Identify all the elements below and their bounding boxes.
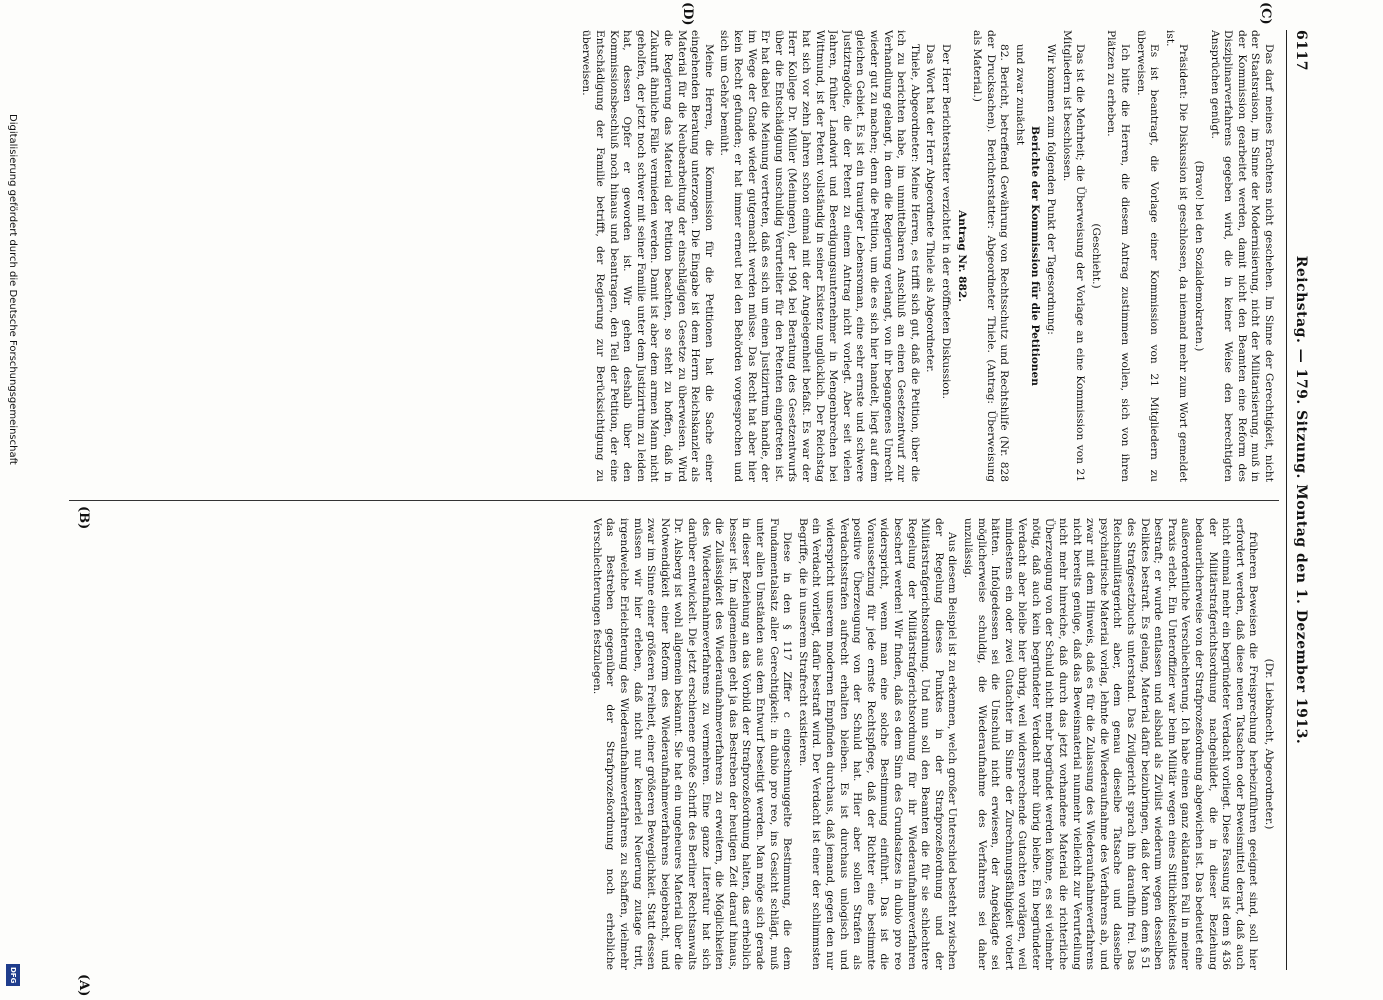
left-column-paragraph: Antrag Nr. 882. xyxy=(955,210,968,302)
left-column-paragraph: Das Wort hat der Herr Abgeordnete Thiele als Abgeordneter. xyxy=(924,44,937,373)
header-rule xyxy=(1286,30,1287,970)
left-column-paragraph: Ich bitte die Herren, die diesem Antrag zustimmen wollen, sich von ihren Plätzen zu erheben. xyxy=(1105,30,1132,482)
dfg-logo: DFG xyxy=(6,964,20,986)
left-column-paragraph: Der Herr Berichterstatter verzichtet in der eröffneten Diskussion. xyxy=(939,44,952,399)
left-column-paragraph: Präsident: Die Diskussion ist geschlossen, da niemand mehr zum Wort gemeldet ist. xyxy=(1163,30,1190,482)
left-column xyxy=(75,30,1275,482)
left-column-paragraph: Das ist die Mehrheit; die Überweisung der Vorlage an eine Kommission von 21 Mitgliedern ist beschlossen. xyxy=(1060,30,1087,482)
rotated-page xyxy=(55,2,1315,997)
left-column-paragraph: Thiele, Abgeordneter: Meine Herren, es trifft sich gut, daß die Petition, über die ich zu berichten habe, im unmittelbaren Anschluß an einen Gesetzentwurf zur Verhandlung gelangt, in dem die Regierung verlangt, von ihr begangenes Unrecht wieder gut zu machen; denn die Petition, um die es sich hier handelt, liegt auf dem gleichen Gebiet. Es ist ein trauriger Lebensroman, eine sehr ernste und schwere Justiztragödie, die der Petent zu einem Antrag nicht vorlegt. Aber seit vielen Jahren, früher Landwirt und Beerdigungsunternehmer in Mengenbrechen bei Wittmund, ist der Petent vollständig in seiner Existenz unglücklich. Der Reichstag hat sich vor zehn Jahren schon einmal mit der Angelegenheit befaßt. Es war der Herr Kollege Dr. Müller (Meiningen), der 1904 bei Beratung des Gesetzentwurfs über die Entschädigung unschuldig Verurteilter für den Petenten eingetreten ist. Er hat dabei die Meinung vertreten, daß es sich um einen Justizirrtum handle, der im Wege der Gnade wieder gutgemacht werden müsse. Das Recht hat aber hier kein Recht gefunden; er hat immer erneut bei den Behörden vorgesprochen und sich um Gehör bemüht. xyxy=(718,30,921,482)
right-column-paragraph: (Dr. Liebknecht, Abgeordneter.) xyxy=(1263,658,1275,830)
digitization-footer xyxy=(4,14,20,994)
left-column-paragraph: Wir kommen zum folgenden Punkt der Tagesordnung: xyxy=(1045,44,1058,335)
running-head: Reichstag. — 179. Sitzung. Montag den 1. Dezember 1913. xyxy=(1293,255,1309,745)
right-column xyxy=(75,518,1275,970)
margin-marker-a: (A) xyxy=(76,974,91,997)
left-column-paragraph: Meine Herren, die Kommission für die Petitionen hat die Sache einer eingehenden Beratung unterzogen. Die Eingabe ist dem Herrn Reichskanzler als Material für die Neubearbeitung der einschlägigen Gesetze zu überweisen. Wird die Regierung das Material der Petition beachten, so steht zu hoffen, daß in Zukunft ähnliche Fälle vermieden werden. Damit ist aber dem armen Mann nicht geholfen, der jetzt noch schwer mit seiner Familie unter dem Justizirrtum zu leiden hat, dessen Opfer er geworden ist. Wir gehen deshalb über den Kommissionsbeschluß noch hinaus und beantragen, den Teil der Petition, der eine Entschädigung der Familie betrifft, der Regierung zur Berücksichtigung zu überweisen. xyxy=(580,30,715,482)
left-column-paragraph: Es ist beantragt, die Vorlage einer Kommission von 21 Mitgliedern zu überweisen. xyxy=(1134,30,1161,482)
left-column-paragraph: 82. Bericht, betreffend Gewährung von Rechtsschutz und Rechtshilfe (Nr. 828 der Drucksachen). Berichterstatter: Abgeordneter Thiele. (Antrag: Überweisung als Material.) xyxy=(971,30,1011,482)
right-column-paragraph: Diese in den § 117 Ziffer c eingeschmuggelte Bestimmung, die dem Fundamentalsatz aller Gerechtigkeit: in dubio pro reo, ins Gesicht schlägt, muß unter allen Umständen aus dem Entwurf beseitigt werden. Man möge sich gerade in dieser Beziehung an das Vorbild der Strafprozeßordnung halten, das erheblich besser ist. Im allgemeinen geht ja das Bestreben der heutigen Zeit darauf hinaus, die Zulässigkeit des Wiederaufnahmeverfahrens zu erweitern, die Möglichkeiten des Wiederaufnahmeverfahrens zu vermehren. Eine ganze Literatur hat sich darüber entwickelt. Die jetzt erschienene große Schrift des Berliner Rechtsanwalts Dr. Alsberg ist wohl allgemein bekannt. Sie hat ein ungeheures Material über die Notwendigkeit einer Reform des Wiederaufnahmeverfahrens beigebracht, und zwar im Sinne einer größeren Freiheit, einer größeren Beweglichkeit. Statt dessen müssen wir hier erleben, daß nicht nur keinerlei Neuerung zutage tritt, irgendwelche Erleichterung des Wiederaufnahmeverfahrens zu schaffen, vielmehr das Bestreben gegenüber der Strafprozeßordnung noch erhebliche Verschlechterungen festzulegen. xyxy=(590,518,794,970)
right-column-paragraph: Aus diesem Beispiel ist zu erkennen, welch großer Unterschied besteht zwischen der Regelung dieses Punktes in der Strafprozeßordnung und der Militärstrafgerichtsordnung. Und nun soll den Beamten die für sie schlechtere Regelung der Militärstrafgerichtsordnung für ihr Wiederaufnahmeverfahren beschert werden! Wir finden, daß es dem Sinn des Grundsatzes in dubio pro reo widerspricht, wenn man eine solche Bestimmung einführt. Das ist die Voraussetzung für jede ernste Rechtspflege, daß der Richter eine bestimmte positive Überzeugung von der Schuld hat. Hier aber sollen Strafen als Verdachtsstrafen aufrecht erhalten bleiben. Es ist durchaus unlogisch und widerspricht unserem modernen Empfinden durchaus, daß jemand, gegen den nur ein Verdacht vorliegt, dafür bestraft wird. Der Verdacht ist einer der schlimmsten Begriffe, die in unserem Strafrecht existieren. xyxy=(796,518,959,970)
column-divider xyxy=(69,500,1279,501)
margin-marker-c: (C) xyxy=(1258,2,1273,25)
right-column-paragraph: früheren Beweisen die Freisprechung herbeizuführen geeignet sind, soll hier erfordert werden, daß diese neuen Tatsachen oder Beweismittel derart, daß auch nicht einmal mehr ein begründeter Verdacht vorliegt. Diese Fassung ist dem § 436 der Militärstrafgerichtsordnung nachgebildet, die in dieser Beziehung bedauerlicherweise von der Strafprozeßordnung abgewichen ist. Das bedeutet eine außerordentliche Verschlechterung. Ich habe einen ganz eklatanten Fall in meiner Praxis erlebt. Ein Unteroffizier war beim Militär wegen eines Sittlichkeitsdeliktes bestraft; er wurde entlassen und alsbald als Zivilist wiederum wegen desselben Deliktes bestraft. Es gelang, Material dafür beizubringen, daß der Mann dem § 51 des Strafgesetzbuchs unterstand. Das Zivilgericht sprach ihn daraufhin frei. Das Reichsmilitärgericht aber, dem genau dieselbe Tatsache und dasselbe psychiatrische Material vorlag, lehnte die Wiederaufnahme des Verfahrens ab, und zwar mit dem Hinweis, daß es für die Zulassung des Wiederaufnahmeverfahrens nicht bereits genüge, daß das Beweismaterial nunmehr vielleicht zur Verurteilung nicht mehr hinreiche, daß durch das jetzt vorhandene Material die richterliche Überzeugung von der Schuld nicht mehr begründet werden könne, es sei vielmehr nötig, daß auch kein begründeter Verdacht mehr übrig bleibe. Ein begründeter Verdacht aber bleibe hier übrig, weil widersprechende Gutachten vorlägen, weil mindestens ein oder zwei Gutachter im Sinne der Zurechnungsfähigkeit votiert hätten. Infolgedessen sei die Unschuld nicht erwiesen, der Angeklagte sei möglicherweise schuldig, die Wiederaufnahme des Verfahrens sei daher unzulässig. xyxy=(961,518,1260,970)
left-column-paragraph: (Bravo! bei den Sozialdemokraten.) xyxy=(1193,160,1206,352)
left-column-paragraph: Berichte der Kommission für die Petitionen xyxy=(1029,126,1042,386)
digitization-credit: Digitalisierung gefördert durch die Deutsche Forschungsgemeinschaft xyxy=(7,114,18,465)
left-column-paragraph: und zwar zunächst xyxy=(1013,44,1026,146)
margin-marker-d: (D) xyxy=(680,2,695,26)
left-column-paragraph: Das darf meines Erachtens nicht geschehen. Im Sinne der Gerechtigkeit, nicht der Staatsraison, im Sinne der Modernisierung, nicht der Militarisierung, muß in der Kommission gearbeitet werden, damit nicht den Beamten eine Reform des Disziplinarverfahrens gegeben wird, die in keiner Weise den berechtigten Ansprüchen genügt. xyxy=(1208,30,1275,482)
margin-marker-b: (B) xyxy=(76,506,91,530)
left-column-paragraph: (Geschieht.) xyxy=(1089,223,1102,289)
page-header xyxy=(1285,30,1315,970)
page-number: 6117 xyxy=(1293,30,1309,71)
